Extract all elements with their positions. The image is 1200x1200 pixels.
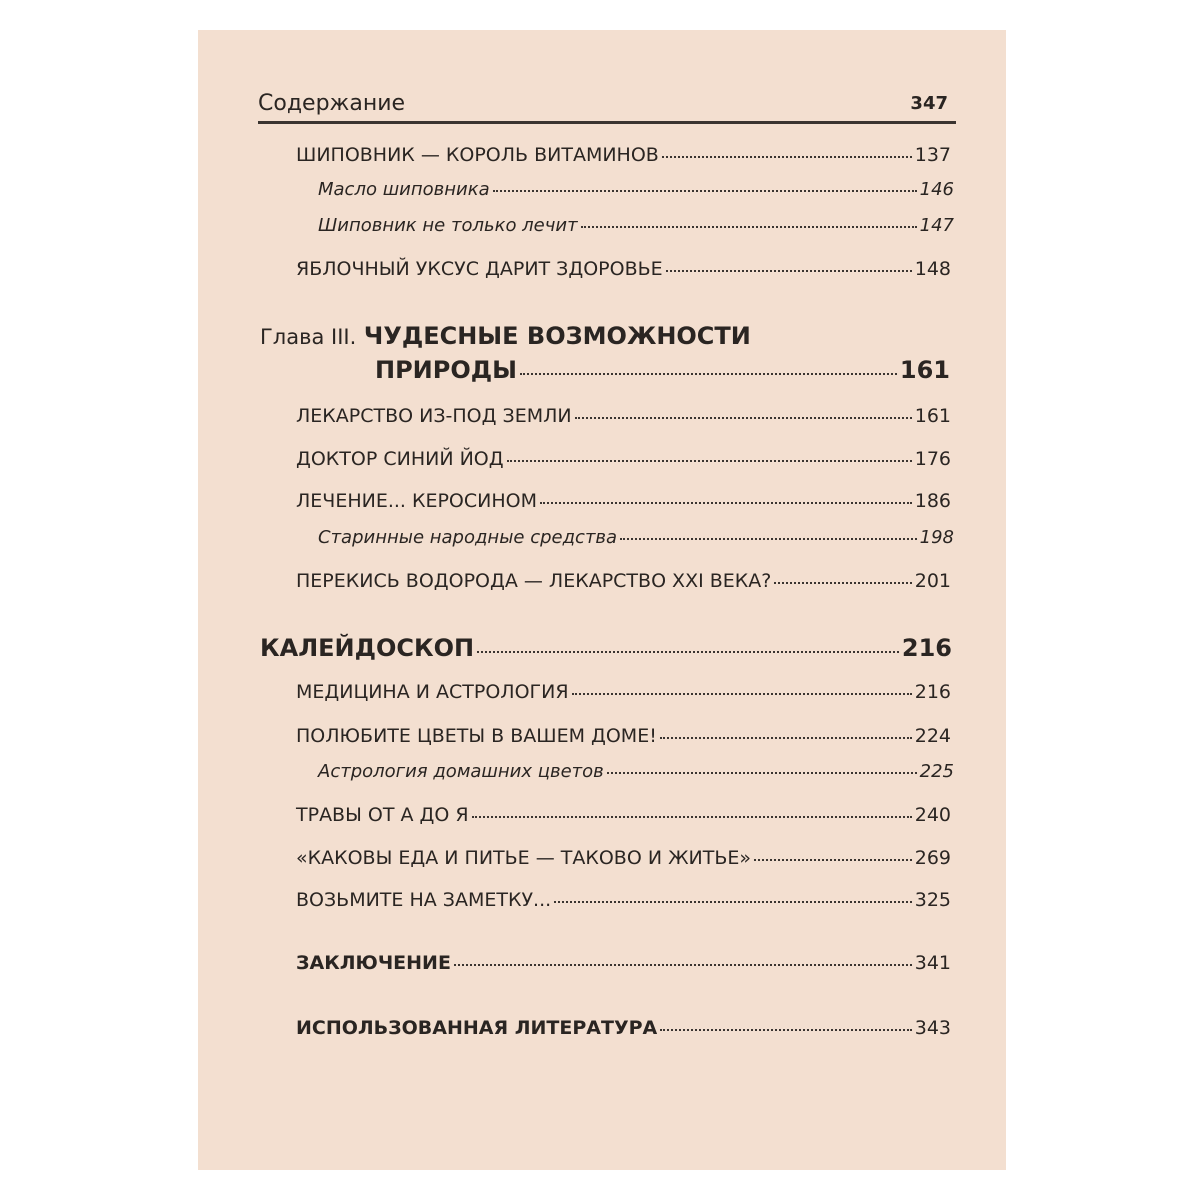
toc-entry-title: ПОЛЮБИТЕ ЦВЕТЫ В ВАШЕМ ДОМЕ! xyxy=(296,725,657,747)
toc-entry-title: ЛЕЧЕНИЕ... КЕРОСИНОМ xyxy=(296,490,538,512)
toc-entry-title: ЛЕКАРСТВО ИЗ-ПОД ЗЕМЛИ xyxy=(296,405,572,427)
dot-leader xyxy=(520,373,897,375)
toc-entry-page: 161 xyxy=(914,405,951,427)
dot-leader xyxy=(554,901,912,903)
toc-entry xyxy=(296,849,951,868)
dot-leader xyxy=(540,502,912,504)
toc-entry-title: Шиповник не только лечит xyxy=(318,215,578,236)
toc-entry-title: «КАКОВЫ ЕДА И ПИТЬЕ — ТАКОВО И ЖИТЬЕ» xyxy=(296,847,752,869)
toc-entry-title: ЯБЛОЧНЫЙ УКСУС ДАРИТ ЗДОРОВЬЕ xyxy=(296,258,663,280)
toc-entry-title: ШИПОВНИК — КОРОЛЬ ВИТАМИНОВ xyxy=(296,144,659,166)
toc-chapter-entry xyxy=(260,636,952,660)
toc-entry-conclusion xyxy=(296,954,951,973)
toc-entry xyxy=(296,727,951,746)
page-header xyxy=(258,82,948,124)
toc-entry-title: Масло шиповника xyxy=(318,179,490,200)
toc-entry-title: ПРИРОДЫ xyxy=(375,356,517,384)
toc-entry-title: ИСПОЛЬЗОВАННАЯ ЛИТЕРАТУРА xyxy=(296,1017,658,1039)
chapter-label: Глава III. xyxy=(260,325,357,349)
toc-entry-title: КАЛЕЙДОСКОП xyxy=(260,634,475,662)
toc-subentry xyxy=(318,763,954,781)
toc-entry xyxy=(296,146,951,165)
toc-entry-page: 201 xyxy=(914,570,951,592)
toc-entry-page: 147 xyxy=(919,215,954,236)
toc-entry-page: 341 xyxy=(914,952,951,974)
toc-entry xyxy=(296,450,951,469)
dot-leader xyxy=(666,270,912,272)
toc-entry-page: 148 xyxy=(914,258,951,280)
header-rule xyxy=(258,121,956,124)
toc-entry-title: ВОЗЬМИТЕ НА ЗАМЕТКУ... xyxy=(296,889,552,911)
toc-entry-page: 146 xyxy=(919,179,954,200)
toc-entry-page: 161 xyxy=(899,356,950,384)
book-page xyxy=(198,30,1006,1170)
dot-leader xyxy=(493,190,917,192)
toc-entry-page: 176 xyxy=(914,448,951,470)
toc-entry xyxy=(296,407,951,426)
chapter-heading xyxy=(260,322,751,350)
dot-leader xyxy=(754,859,912,861)
toc-entry-title: ПЕРЕКИСЬ ВОДОРОДА — ЛЕКАРСТВО XXI ВЕКА? xyxy=(296,570,772,592)
toc-subentry xyxy=(318,181,954,199)
toc-entry-title: МЕДИЦИНА И АСТРОЛОГИЯ xyxy=(296,681,569,703)
dot-leader xyxy=(607,772,917,774)
toc-entry-title: ЗАКЛЮЧЕНИЕ xyxy=(296,952,451,974)
toc-entry-page: 325 xyxy=(914,889,951,911)
toc-entry-page: 269 xyxy=(914,847,951,869)
header-title: Содержание xyxy=(258,91,406,116)
toc-entry-bibliography xyxy=(296,1019,951,1038)
toc-entry-page: 216 xyxy=(901,634,952,662)
header-page-number: 347 xyxy=(910,93,948,114)
toc-entry-page: 186 xyxy=(914,490,951,512)
toc-entry xyxy=(296,260,951,279)
toc-subentry xyxy=(318,529,954,547)
toc-entry-page: 240 xyxy=(914,804,951,826)
dot-leader xyxy=(774,582,911,584)
toc-entry xyxy=(296,492,951,511)
toc-entry-title: Астрология домашних цветов xyxy=(318,761,604,782)
toc-entry xyxy=(296,891,951,910)
toc-entry xyxy=(296,683,951,702)
toc-subentry xyxy=(318,217,954,235)
dot-leader xyxy=(572,693,912,695)
dot-leader xyxy=(575,417,912,419)
dot-leader xyxy=(454,964,912,966)
dot-leader xyxy=(507,460,912,462)
toc-entry-page: 343 xyxy=(914,1017,951,1039)
dot-leader xyxy=(581,226,917,228)
dot-leader xyxy=(660,737,912,739)
dot-leader xyxy=(620,538,917,540)
toc-entry-page: 198 xyxy=(919,527,954,548)
toc-entry-title: ТРАВЫ ОТ А ДО Я xyxy=(296,804,469,826)
dot-leader xyxy=(477,651,899,653)
toc-entry-title: Старинные народные средства xyxy=(318,527,618,548)
toc-entry-page: 137 xyxy=(914,144,951,166)
toc-entry xyxy=(296,572,951,591)
chapter-title: ЧУДЕСНЫЕ ВОЗМОЖНОСТИ xyxy=(363,322,751,350)
dot-leader xyxy=(660,1029,911,1031)
toc-entry-page: 216 xyxy=(914,681,951,703)
toc-entry-page: 224 xyxy=(914,725,951,747)
toc-chapter-entry xyxy=(375,358,950,382)
toc-entry-title: ДОКТОР СИНИЙ ЙОД xyxy=(296,448,504,470)
toc-entry xyxy=(296,806,951,825)
dot-leader xyxy=(472,816,912,818)
toc-entry-page: 225 xyxy=(919,761,954,782)
dot-leader xyxy=(662,156,912,158)
